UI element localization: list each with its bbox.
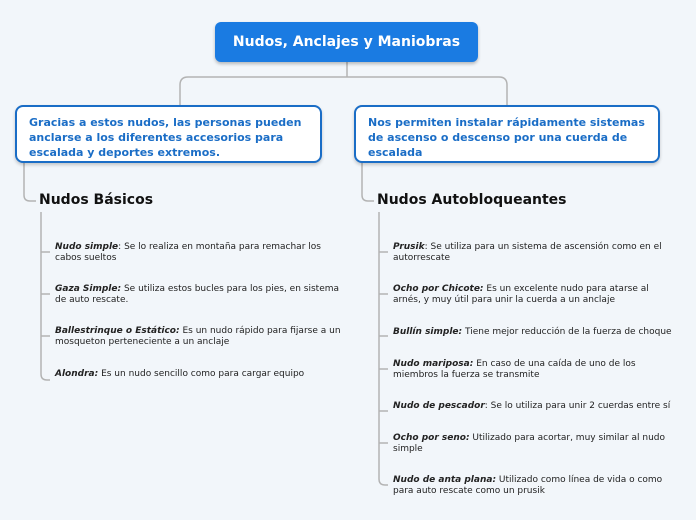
knot-description: Utilizado como línea de vida o como: [496, 475, 663, 485]
knot-name: Nudo de anta plana:: [393, 475, 497, 485]
nudos-basicos-heading[interactable]: Nudos Básicos: [39, 192, 154, 208]
knot-item[interactable]: [55, 369, 304, 380]
right-heading-connector: [362, 163, 374, 201]
knot-name: Nudo simple: [55, 242, 119, 252]
central-topic[interactable]: Nudos, Anclajes y Maniobras: [215, 22, 478, 62]
knot-item[interactable]: Ocho por Chicote: Es un excelente nudo para atarse al arnés, y muy útil para unir la cuerda a un anclaje: [393, 284, 649, 305]
knot-name: Nudo mariposa:: [393, 359, 474, 369]
knot-name: Ballestrinque o Estático:: [55, 326, 180, 336]
knot-item[interactable]: Ocho por seno: Utilizado para acortar, muy similar al nudo simple: [393, 433, 665, 454]
knot-item[interactable]: Nudo simple: Se lo realiza en montaña para remachar los cabos sueltos: [55, 242, 321, 263]
knot-item[interactable]: Prusik: Se utiliza para un sistema de ascensión como en el autorrescate: [393, 242, 662, 263]
knot-name: Bullín simple:: [393, 327, 463, 337]
left-heading-connector: [24, 163, 36, 201]
knot-description: Es un nudo rápido para fijarse a un: [179, 326, 341, 336]
knot-item[interactable]: Nudo mariposa: En caso de una caída de uno de los miembros la fuerza se transmite: [393, 359, 636, 380]
knot-name: Gaza Simple:: [55, 284, 122, 294]
knot-description: Es un excelente nudo para atarse al: [483, 284, 649, 294]
right-items-connector: [379, 212, 388, 485]
knot-description: Se lo realiza en montaña para remachar los: [121, 242, 321, 252]
knot-item[interactable]: [393, 327, 672, 338]
knot-name: Prusik: [393, 242, 425, 252]
knot-description: Se utiliza para un sistema de ascensión como en el: [427, 242, 662, 252]
knot-item[interactable]: Nudo de anta plana: Utilizado como línea de vida o como para auto rescate como un prusik: [393, 475, 663, 496]
knot-description: Utilizado para acortar, muy similar al nudo: [469, 433, 665, 443]
nudos-autobloqueantes-heading[interactable]: Nudos Autobloqueantes: [377, 192, 567, 208]
knot-item[interactable]: Ballestrinque o Estático: Es un nudo rápido para fijarse a un mosqueton perteneciente a un anclaje: [55, 326, 341, 347]
knot-description: Es un nudo sencillo como para cargar equipo: [98, 369, 305, 379]
knot-description: Tiene mejor reducción de la fuerza de choque: [462, 327, 672, 337]
knot-description: Se lo utiliza para unir 2 cuerdas entre sí: [487, 401, 671, 411]
knot-description: Se utiliza estos bucles para los pies, en sistema: [121, 284, 340, 294]
knot-item[interactable]: Nudo de pescador: Se lo utiliza para unir 2 cuerdas entre sí: [393, 401, 671, 411]
knot-name: Ocho por seno:: [393, 433, 470, 443]
knot-name: Ocho por Chicote:: [393, 284, 484, 294]
knot-name: Alondra:: [55, 369, 99, 379]
knot-description: En caso de una caída de uno de los: [473, 359, 636, 369]
right-description-card[interactable]: Nos permiten instalar rápidamente sistemas de ascenso o descenso por una cuerda de escalada: [354, 105, 660, 163]
left-items-connector: [41, 212, 50, 380]
knot-name: Nudo de pescador: [393, 401, 485, 411]
left-description-card[interactable]: Gracias a estos nudos, las personas pueden anclarse a los diferentes accesorios para escalada y deportes extremos.: [15, 105, 322, 163]
knot-item[interactable]: Gaza Simple: Se utiliza estos bucles para los pies, en sistema de auto rescate.: [55, 284, 340, 305]
root-connector: [180, 62, 507, 105]
